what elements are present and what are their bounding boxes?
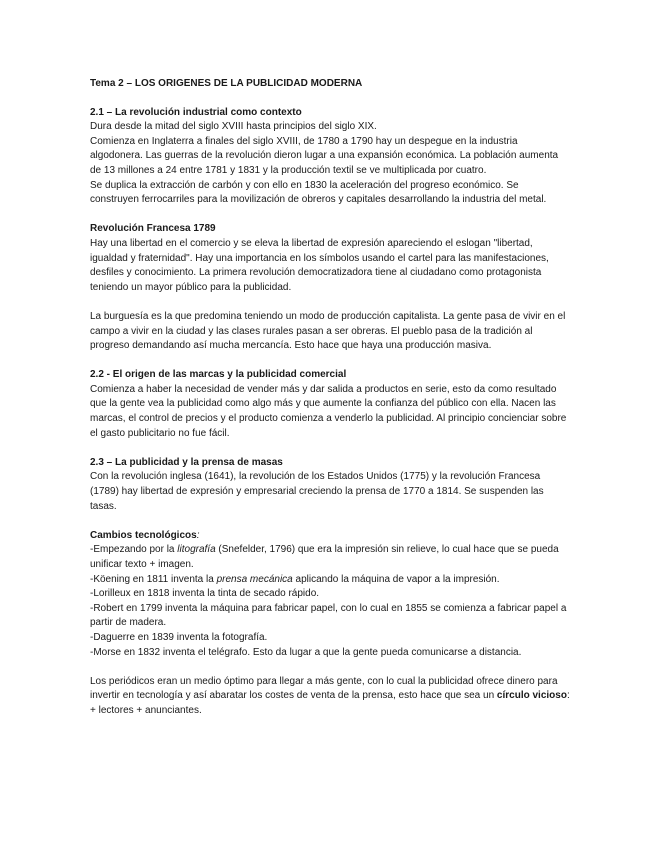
section-2-2-paragraph: Comienza a haber la necesidad de vender más y dar salida a productos en serie, esto da como resultado que la gente vea la publicidad como algo más y que aumente la confianza del público con ella. Nacen las marcas, el control de precios y el producto comienza a venderlo la publicidad. Al principio concienciar sobre el gasto publicitario no fue fácil. [90, 383, 567, 439]
cambios-list [90, 543, 570, 660]
closing-text: : + lectores + anunciantes. [90, 690, 570, 716]
list-item-text: (Snefelder, 1796) que era la impresión sin relieve, lo cual hace que se pueda unificar texto + imagen. [90, 544, 559, 570]
list-item-text: aplicando la máquina de vapor a la impresión. [292, 573, 500, 585]
cambios-heading-text: Cambios tecnológicos [90, 529, 197, 541]
list-item [90, 543, 570, 572]
list-item-text: -Empezando por la [90, 544, 178, 556]
list-item-emphasis: litografía [177, 544, 216, 556]
spacer [90, 660, 570, 675]
revolucion-francesa-heading: Revolución Francesa 1789 [90, 223, 216, 235]
spacer [90, 354, 570, 369]
list-item [90, 573, 570, 588]
section-2-3-paragraph: Con la revolución inglesa (1641), la revolución de los Estados Unidos (1775) y la revolución Francesa (1789) hay libertad de expresión y empresarial creciendo la prensa de 1770 a 1814. Se suspenden las tasas. [90, 471, 544, 512]
list-item-emphasis: prensa mecánica [216, 573, 293, 585]
closing-emphasis: círculo vicioso [496, 690, 567, 702]
cambios-heading-colon: : [196, 529, 200, 541]
section-2-1-paragraph-1: Dura desde la mitad del siglo XVIII hasta principios del siglo XIX. [90, 121, 377, 133]
section-2-1-heading: 2.1 – La revolución industrial como contexto [90, 106, 302, 118]
document-title: Tema 2 – LOS ORIGENES DE LA PUBLICIDAD MODERNA [90, 78, 363, 89]
spacer [90, 514, 570, 529]
cambios-heading [90, 529, 570, 544]
section-2-2-heading: 2.2 - El origen de las marcas y la publicidad comercial [90, 369, 347, 381]
closing-text: Los periódicos eran un medio óptimo para llegar a más gente, con lo cual la publicidad ofrece dinero para invertir en tecnología y así abaratar los costes de venta de la prensa, esto hace que sea un [90, 675, 558, 702]
spacer [90, 208, 570, 223]
list-item-text: -Köening en 1811 inventa la [90, 573, 217, 585]
revolucion-francesa-paragraph-2: La burguesía es la que predomina teniendo un modo de producción capitalista. La gente pasa de vivir en el campo a vivir en la ciudad y las clases rurales pasan a ser obreras. El pueblo pasa de la tradición al progreso demandando así mucha mercancía. Esto hace que haya una producción masiva. [90, 310, 566, 352]
list-item: -Lorilleux en 1818 inventa la tinta de secado rápido. [90, 588, 320, 600]
list-item: -Morse en 1832 inventa el telégrafo. Esto da lugar a que la gente pueda comunicarse a distancia. [90, 646, 522, 658]
closing-paragraph [90, 675, 570, 719]
list-item: -Daguerre en 1839 inventa la fotografía. [90, 631, 268, 643]
list-item: -Robert en 1799 inventa la máquina para fabricar papel, con lo cual en 1855 se comienza a fabricar papel a partir de madera. [90, 602, 567, 629]
document-page [90, 77, 570, 719]
revolucion-francesa-paragraph-1: Hay una libertad en el comercio y se eleva la libertad de expresión apareciendo el eslogan "libertad, igualdad y fraternidad". Hay una importancia en los símbolos usando el cartel para las manifestaciones, desfiles y conocimiento. La primera revolución democratizadora tiene al ciudadano como protagonista teniendo un mayor público para la publicidad. [90, 237, 549, 293]
section-2-3-heading: 2.3 – La publicidad y la prensa de masas [90, 456, 283, 468]
section-2-1-paragraph-3: Se duplica la extracción de carbón y con ello en 1830 la aceleración del progreso económico. Se construyen ferrocarriles para la movilización de obreros y capitales desarrollando la industria del metal. [90, 179, 547, 206]
section-2-1-paragraph-2: Comienza en Inglaterra a finales del siglo XVIII, de 1780 a 1790 hay un despegue en la industria algodonera. Las guerras de la revolución dieron lugar a una expansión económica. La población aumenta de 13 millones a 24 entre 1781 y 1831 y la producción textil se ve multiplicada por cuatro. [90, 135, 559, 176]
spacer [90, 295, 570, 310]
spacer [90, 441, 570, 456]
